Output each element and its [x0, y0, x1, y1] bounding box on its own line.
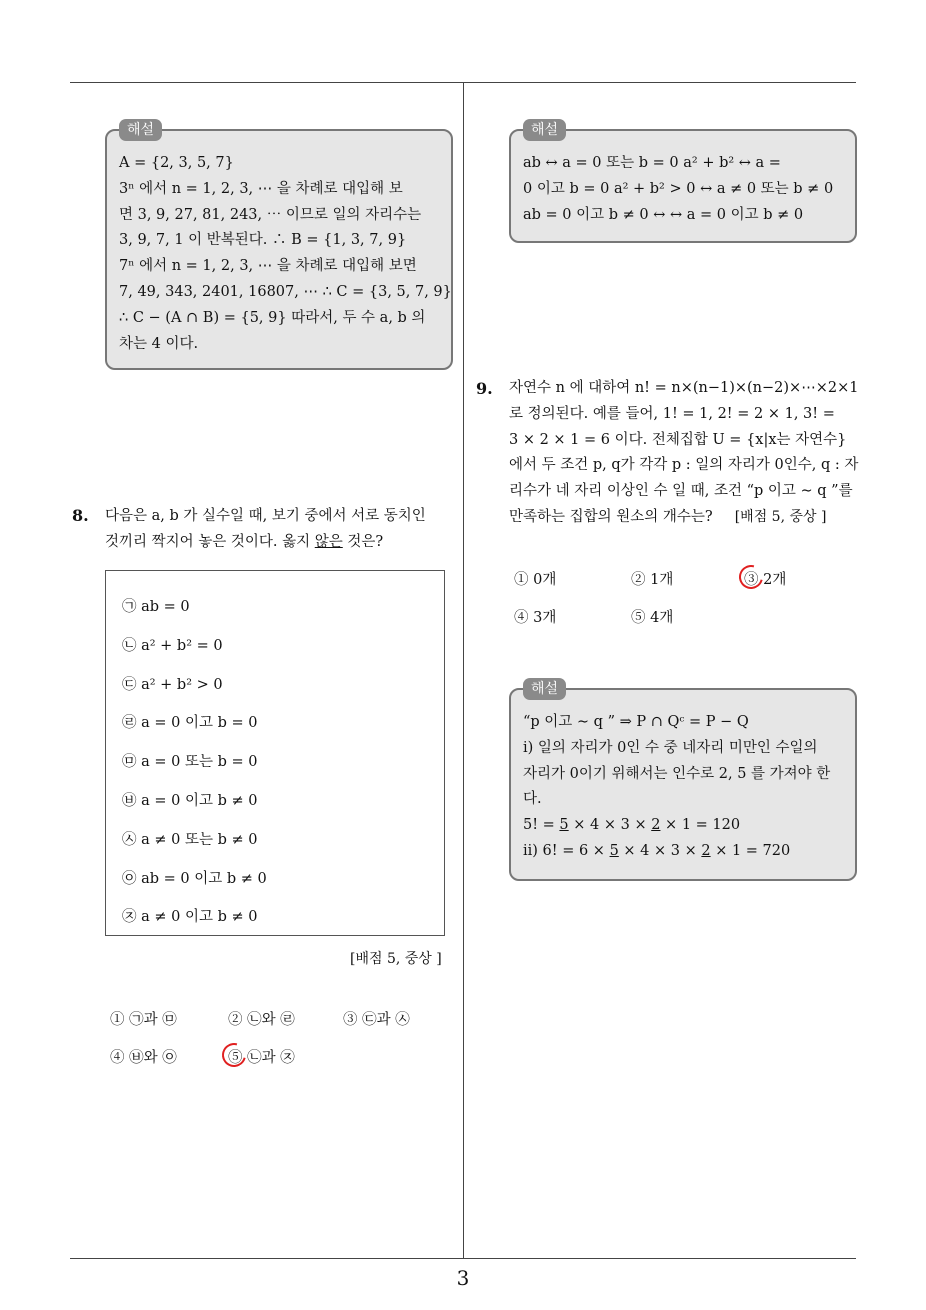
choice-9-1[interactable]: ① 0개: [514, 572, 557, 588]
text-fragment: ii) 6! = 6 ×: [523, 842, 610, 859]
solution-tag: 해설: [523, 678, 566, 700]
question-9-text: [509, 376, 861, 531]
text-fragment: × 4 × 3 ×: [568, 817, 652, 834]
text-fragment: × 1 = 720: [710, 842, 791, 859]
choice-9-2[interactable]: ② 1개: [631, 572, 674, 588]
question-text-line: 자연수 n 에 대하여 n! = n×(n−1)×(n−2)×⋯×2×1: [509, 380, 859, 396]
solution-line: 다.: [523, 791, 542, 808]
bogi-item: ㉠ ab = 0: [122, 599, 190, 615]
solution-line: 차는 4 이다.: [119, 335, 199, 352]
solution-line: 자리가 0이기 위해서는 인수로 2, 5 를 가져야 한: [523, 765, 831, 782]
solution-line: 3ⁿ 에서 n = 1, 2, 3, ⋯ 을 차례로 대입해 보: [119, 180, 403, 197]
text-fragment: 것끼리 짝지어 놓은 것이다. 옳지: [105, 533, 315, 550]
solution-line: A = {2, 3, 5, 7}: [119, 155, 234, 171]
solution-line: 3, 9, 7, 1 이 반복된다. ∴ B = {1, 3, 7, 9}: [119, 232, 407, 249]
bogi-item: ㉨ a ≠ 0 이고 b ≠ 0: [122, 909, 258, 926]
choice-8-5[interactable]: ⑤ ㉡과 ㉨: [228, 1050, 295, 1066]
solution-line: 7ⁿ 에서 n = 1, 2, 3, ⋯ 을 차례로 대입해 보면: [119, 258, 417, 275]
bogi-item: ㉧ ab = 0 이고 b ≠ 0: [122, 870, 267, 887]
bogi-item: ㉡ a² + b² = 0: [122, 637, 223, 654]
solution-line: “p 이고 ∼ q ” ⇒ P ∩ Qᶜ = P − Q: [523, 714, 749, 730]
choice-9-4[interactable]: ④ 3개: [514, 610, 557, 626]
solution-tag: 해설: [523, 119, 566, 141]
column-divider: [463, 82, 464, 1258]
bogi-item: ㉤ a = 0 또는 b = 0: [122, 754, 258, 771]
solution-line: 7, 49, 343, 2401, 16807, ⋯ ∴ C = {3, 5, 7, 9}: [119, 283, 452, 300]
choice-8-2[interactable]: ② ㉡와 ㉣: [228, 1012, 295, 1028]
choice-8-3[interactable]: ③ ㉢과 ㉦: [343, 1012, 410, 1028]
question-text-line: 3 × 2 × 1 = 6 이다. 전체집합 U = {x|x는 자연수}: [509, 431, 847, 448]
choice-9-5[interactable]: ⑤ 4개: [631, 610, 674, 626]
solution-box-9: [509, 681, 857, 881]
text-fragment: 것은?: [342, 533, 384, 550]
question-text-line: 로 정의된다. 예를 들어, 1! = 1, 2! = 2 × 1, 3! =: [509, 405, 835, 422]
text-fragment: × 4 × 3 ×: [618, 842, 702, 859]
choice-8-4[interactable]: ④ ㉥와 ㉧: [110, 1050, 177, 1066]
bogi-item: ㉣ a = 0 이고 b = 0: [122, 715, 258, 732]
solution-line: ∴ C − (A ∩ B) = {5, 9} 따라서, 두 수 a, b 의: [119, 309, 426, 326]
solution-line: i) 일의 자리가 0인 수 중 네자리 미만인 수일의: [523, 739, 818, 756]
question-number-8: 8.: [72, 506, 89, 525]
solution-box-8: [509, 122, 857, 243]
question-text-line: [509, 505, 861, 531]
score-label-8: [배점 5, 중상 ]: [350, 951, 442, 967]
bogi-item: ㉢ a² + b² > 0: [122, 676, 223, 693]
solution-line: [523, 839, 843, 865]
solution-box-7: [105, 122, 453, 370]
question-text-line: [105, 530, 457, 556]
underlined-word: 않은: [314, 533, 343, 550]
question-text-line: 에서 두 조건 p, q가 각각 p : 일의 자리가 0인수, q : 자: [509, 457, 859, 474]
underlined-number: 5: [559, 817, 569, 834]
score-label-9: [배점 5, 중상 ]: [734, 508, 827, 525]
bogi-item: ㉥ a = 0 이고 b ≠ 0: [122, 792, 258, 809]
text-fragment: × 1 = 120: [660, 817, 741, 834]
question-text-line: 리수가 네 자리 이상인 수 일 때, 조건 “p 이고 ∼ q ”를: [509, 483, 853, 500]
underlined-number: 5: [609, 842, 619, 859]
choice-9-3[interactable]: ③ 2개: [744, 572, 787, 588]
bogi-box: [105, 570, 445, 936]
solution-line: ab = 0 이고 b ≠ 0 ↔ ↔ a = 0 이고 b ≠ 0: [523, 206, 804, 223]
bogi-item: ㉦ a ≠ 0 또는 b ≠ 0: [122, 831, 258, 848]
solution-line: 면 3, 9, 27, 81, 243, ⋯ 이므로 일의 자리수는: [119, 206, 422, 223]
bottom-rule: [70, 1258, 856, 1259]
underlined-number: 2: [701, 842, 711, 859]
question-8-text: [105, 504, 457, 556]
solution-line: ab ↔ a = 0 또는 b = 0 a² + b² ↔ a =: [523, 155, 781, 171]
choice-8-1[interactable]: ① ㉠과 ㉤: [110, 1012, 177, 1028]
solution-tag: 해설: [119, 119, 162, 141]
question-text-line: 다음은 a, b 가 실수일 때, 보기 중에서 서로 동치인: [105, 508, 426, 524]
page-number: 3: [456, 1266, 470, 1290]
text-fragment: 만족하는 집합의 원소의 개수는?: [509, 508, 713, 525]
question-number-9: 9.: [476, 379, 493, 398]
text-fragment: 5! =: [523, 817, 560, 834]
solution-line: 0 이고 b = 0 a² + b² > 0 ↔ a ≠ 0 또는 b ≠ 0: [523, 180, 834, 197]
solution-line: [523, 813, 843, 839]
underlined-number: 2: [651, 817, 661, 834]
